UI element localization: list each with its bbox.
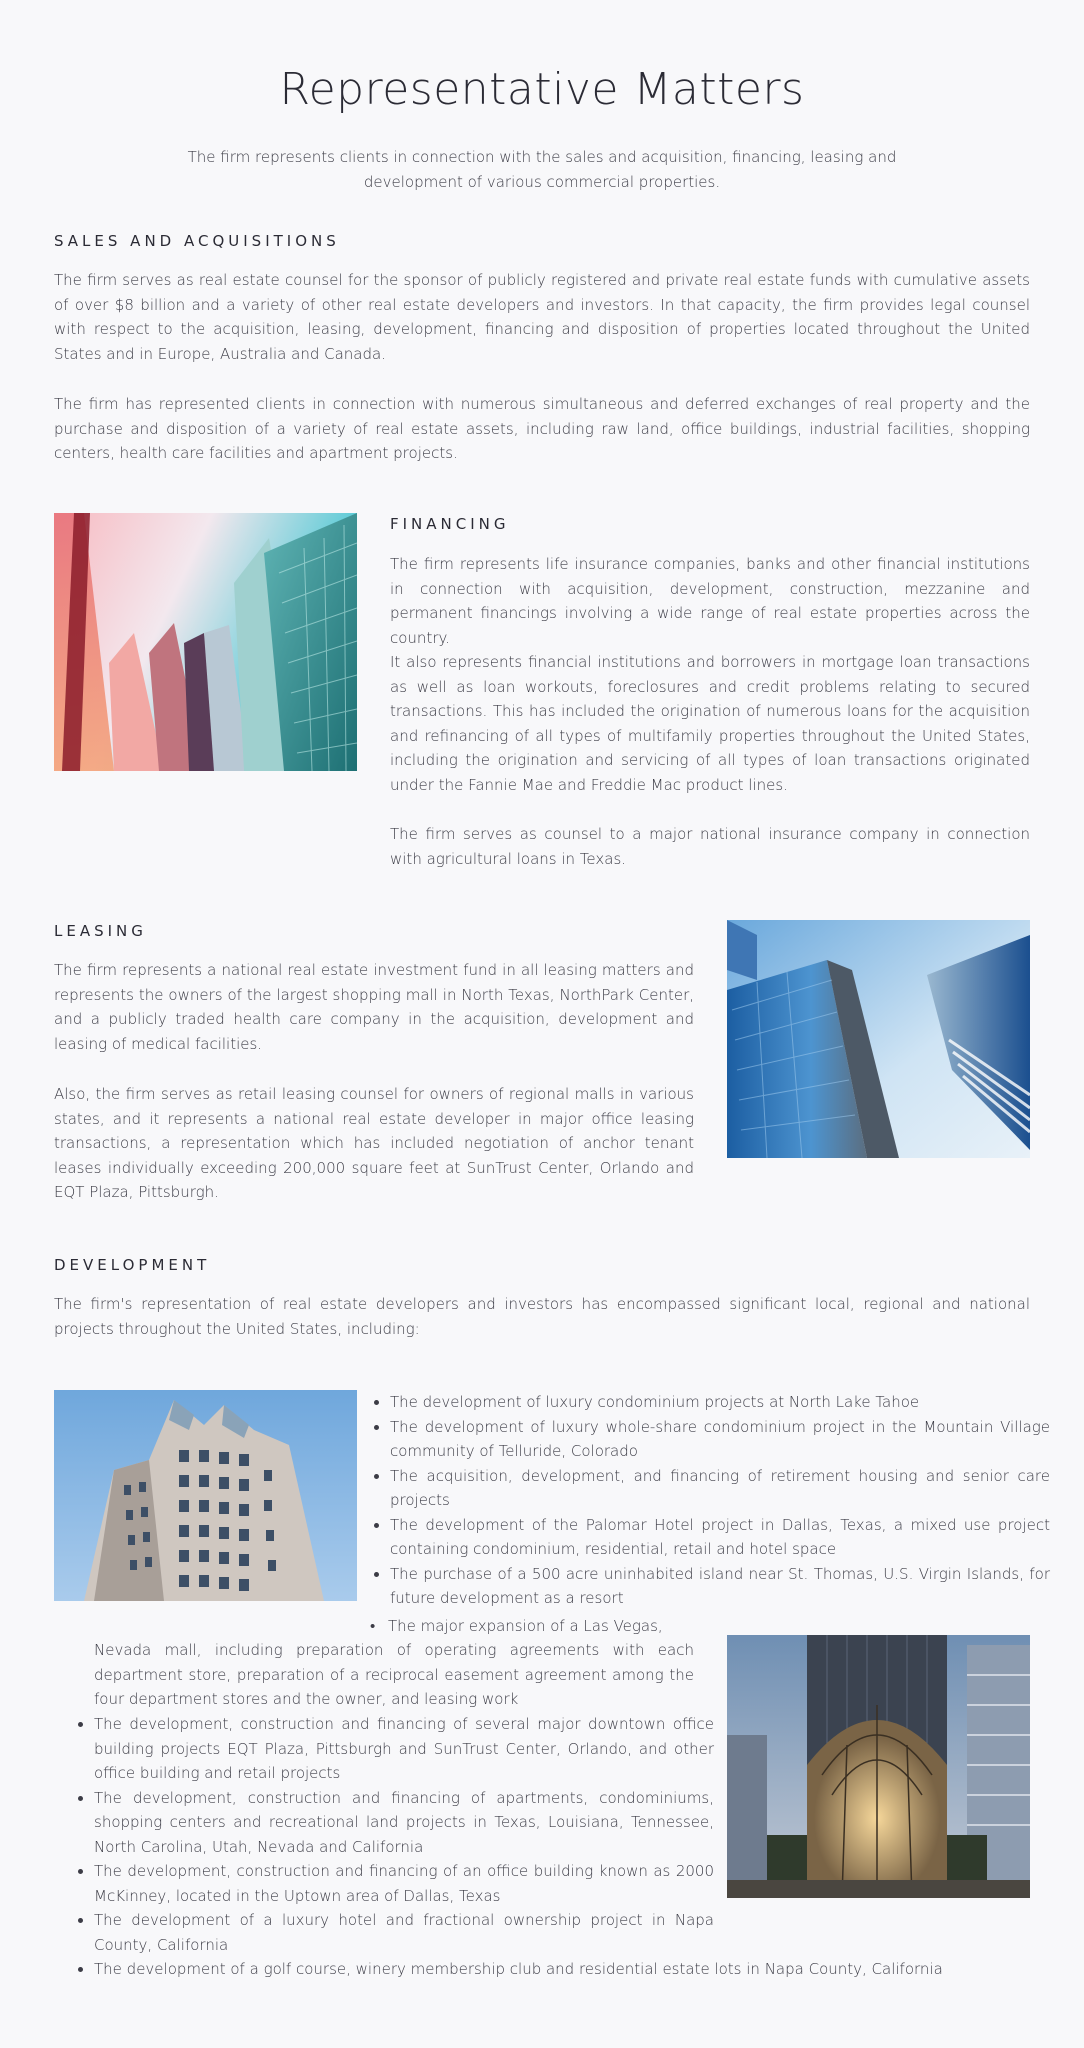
development-item: • The purchase of a 500 acre uninhabited island near St. Thomas, U.S. Virgin Islands, for future development as a resort xyxy=(390,1562,1050,1611)
development-item: • The development of a golf course, winery membership club and residential estate lots in Napa County, California xyxy=(94,1957,1054,1982)
development-item: • The development, construction and financing of apartments, condominiums, shopping centers and recreational land projects in Texas, Louisiana, Tennessee, North Carolina, Utah, Nevada and California xyxy=(94,1786,714,1860)
page-title: Representative Matters xyxy=(279,64,805,115)
development-item: • The development of the Palomar Hotel project in Dallas, Texas, a mixed use project containing condominium, residential, retail and hotel space xyxy=(390,1513,1050,1562)
development-entrance-image xyxy=(727,1635,1030,1898)
development-item: • The development of luxury whole-share condominium project in the Mountain Village community of Telluride, Colorado xyxy=(390,1415,1050,1464)
development-list-b xyxy=(74,1712,714,1957)
development-item-split-first-text: The major expansion of a Las Vegas, xyxy=(388,1617,663,1635)
financing-heading: FINANCING xyxy=(390,515,510,533)
page-intro: The firm represents clients in connection with the sales and acquisition, financing, leasing and development of various commercial properties. xyxy=(187,148,897,191)
leasing-heading: LEASING xyxy=(54,922,147,940)
development-intro: The firm's representation of real estate developers and investors has encompassed significant local, regional and national projects throughout the United States, including: xyxy=(54,1295,1030,1338)
sales-heading: SALES AND ACQUISITIONS xyxy=(54,232,340,250)
financing-paragraph-3: The firm serves as counsel to a major national insurance company in connection with agricultural loans in Texas. xyxy=(390,825,1030,868)
leasing-paragraph-2: Also, the firm serves as retail leasing counsel for owners of regional malls in various states, and it represents a national real estate developer in major office leasing transactions, a representation which has included negotiation of anchor tenant leases individually exceeding 200,000 square feet at SunTrust Center, Orlando and EQT Plaza, Pittsburgh. xyxy=(54,1085,694,1201)
development-list-a xyxy=(370,1390,1050,1611)
development-item: • The development, construction and financing of an office building known as 2000 McKinney, located in the Uptown area of Dallas, Texas xyxy=(94,1859,714,1908)
financing-skyscrapers-image xyxy=(54,513,357,771)
development-item-split-rest: Nevada mall, including preparation of operating agreements with each department store, preparation of a reciprocal easement agreement among the four department stores and the owner, and leasing work xyxy=(94,1641,694,1708)
bullet-icon: • xyxy=(370,1617,376,1635)
financing-paragraph-2: It also represents financial institutions and borrowers in mortgage loan transactions as well as loan workouts, foreclosures and credit problems relating to secured transactions. This has included the origination of numerous loans for the acquisition and refinancing of all types of multifamily properties throughout the United States, including the origination and servicing of all types of loan transactions originated under the Fannie Mae and Freddie Mac product lines. xyxy=(390,653,1030,794)
sales-paragraph-1: The firm serves as real estate counsel for the sponsor of publicly registered and private real estate funds with cumulative assets of over $8 billion and a variety of other real estate developers and investors. In that capacity, the firm provides legal counsel with respect to the acquisition, leasing, development, financing and disposition of properties located throughout the United States and in Europe, Australia and Canada. xyxy=(54,271,1030,363)
financing-paragraph-1: The firm represents life insurance companies, banks and other financial institutions in connection with acquisition, development, construction, mezzanine and permanent financings involving a wide range of real estate properties across the country. xyxy=(390,555,1030,647)
leasing-towers-image xyxy=(727,920,1030,1158)
development-item: • The development of luxury condominium projects at North Lake Tahoe xyxy=(390,1390,1050,1415)
development-heading: DEVELOPMENT xyxy=(54,1256,211,1274)
development-item-split-first xyxy=(370,1614,694,1639)
sales-paragraph-2: The firm has represented clients in connection with numerous simultaneous and deferred exchanges of real property and the purchase and disposition of a variety of real estate assets, including raw land, office buildings, industrial facilities, shopping centers, health care facilities and apartment projects. xyxy=(54,395,1030,462)
development-item: • The development, construction and financing of several major downtown office building projects EQT Plaza, Pittsburgh and SunTrust Center, Orlando, and other office building and retail projects xyxy=(94,1712,714,1786)
development-list-c xyxy=(74,1957,1054,1982)
development-tower-image xyxy=(54,1390,357,1601)
leasing-paragraph-1: The firm represents a national real estate investment fund in all leasing matters and represents the owners of the largest shopping mall in North Texas, NorthPark Center, and a publicly traded health care company in the acquisition, development and leasing of medical facilities. xyxy=(54,961,694,1053)
development-item: • The acquisition, development, and financing of retirement housing and senior care projects xyxy=(390,1464,1050,1513)
development-item: • The development of a luxury hotel and fractional ownership project in Napa County, California xyxy=(94,1908,714,1957)
